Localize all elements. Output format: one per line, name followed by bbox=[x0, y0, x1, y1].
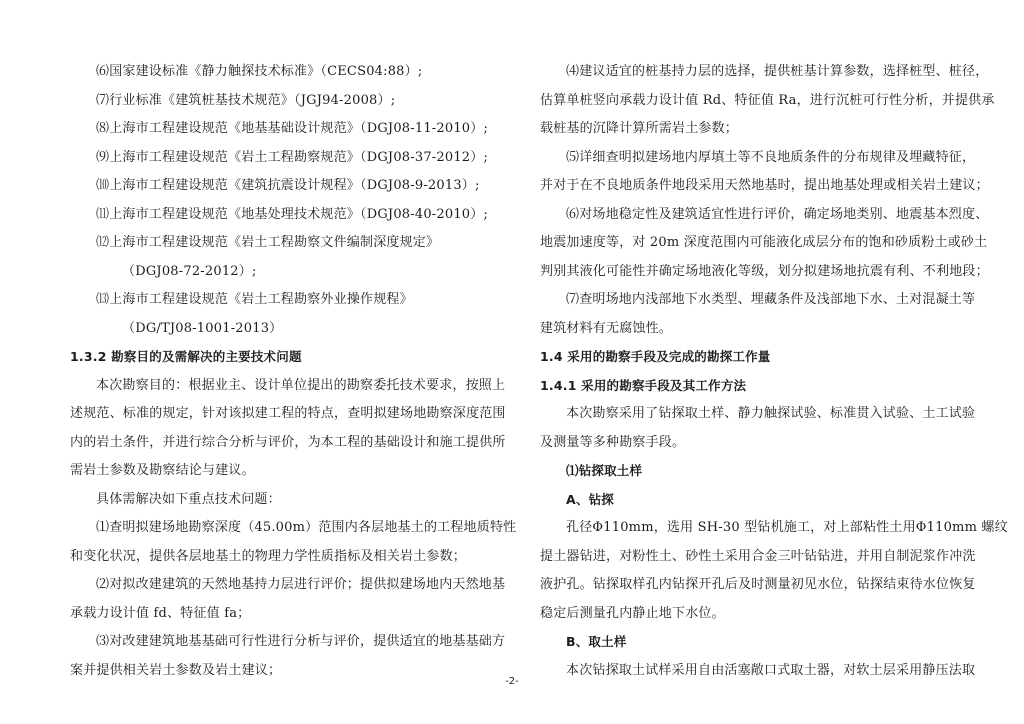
subsection-heading: 1.4.1 采用的勘察手段及其工作方法 bbox=[540, 377, 747, 393]
paragraph-line: 需岩土参数及勘察结论与建议。 bbox=[70, 463, 255, 478]
paragraph-line: 本次勘察采用了钻探取土样、静力触探试验、标准贯入试验、土工试验 bbox=[566, 406, 976, 421]
left-column bbox=[70, 58, 517, 685]
paragraph-line: ⑴查明拟建场地勘察深度（45.00m）范围内各层地基土的工程地质特性 bbox=[96, 520, 517, 535]
paragraph-line: 地震加速度等，对 20m 深度范围内可能液化成层分布的饱和砂质粉土或砂土 bbox=[540, 235, 988, 250]
list-item: ⑾上海市工程建设规范《地基处理技术规范》（DGJ08-40-2010）; bbox=[96, 206, 489, 222]
paragraph-line: 内的岩土条件，并进行综合分析与评价，为本工程的基础设计和施工提供所 bbox=[70, 434, 506, 450]
paragraph-line: 承载力设计值 fd、特征值 fa； bbox=[70, 605, 251, 621]
list-item: ⑻上海市工程建设规范《地基基础设计规范》（DGJ08-11-2010）; bbox=[96, 121, 489, 136]
paragraph-line: 稳定后测量孔内静止地下水位。 bbox=[540, 605, 725, 621]
section-heading: 1.4 采用的勘察手段及完成的勘探工作量 bbox=[540, 349, 771, 364]
item-heading: B、取土样 bbox=[566, 634, 627, 649]
paragraph-line: 具体需解决如下重点技术问题： bbox=[96, 491, 281, 507]
list-item-continuation: （DG/TJ08-1001-2013） bbox=[122, 320, 283, 336]
paragraph-line: 述规范、标准的规定，针对该拟建工程的特点，查明拟建场地勘察深度范围 bbox=[70, 406, 506, 421]
list-item: ⑿上海市工程建设规范《岩土工程勘察文件编制深度规定》 bbox=[96, 235, 440, 250]
paragraph-line: 和变化状况，提供各层地基土的物理力学性质指标及相关岩土参数； bbox=[70, 548, 467, 564]
paragraph-line: 估算单桩竖向承载力设计值 Rd、特征值 Ra，进行沉桩可行性分析，并提供承 bbox=[540, 92, 995, 108]
paragraph-line: 本次钻探取土试样采用自由活塞敞口式取土器，对软土层采用静压法取 bbox=[566, 662, 976, 678]
item-heading: ⑴钻探取土样 bbox=[566, 463, 643, 478]
paragraph-line: 提土器钻进，对粉性土、砂性土采用合金三叶钻钻进，并用自制泥浆作冲洗 bbox=[540, 548, 976, 564]
list-item: ⒀上海市工程建设规范《岩土工程勘察外业操作规程》 bbox=[96, 292, 413, 307]
paragraph-line: ⑹对场地稳定性及建筑适宜性进行评价，确定场地类别、地震基本烈度、 bbox=[566, 206, 989, 222]
item-heading: A、钻探 bbox=[566, 491, 614, 507]
list-item-continuation: （DGJ08-72-2012）; bbox=[122, 263, 257, 279]
paragraph-line: 孔径Φ110mm，选用 SH-30 型钻机施工，对上部粘性土用Φ110mm 螺纹 bbox=[566, 520, 1008, 535]
section-heading: 1.3.2 勘察目的及需解决的主要技术问题 bbox=[70, 349, 302, 364]
paragraph-line: 案并提供相关岩土参数及岩土建议； bbox=[70, 662, 282, 678]
list-item: ⑹国家建设标准《静力触探技术标准》（CECS04:88）; bbox=[96, 64, 423, 79]
list-item: ⑼上海市工程建设规范《岩土工程勘察规范》（DGJ08-37-2012）; bbox=[96, 149, 489, 165]
page-number: -2- bbox=[505, 676, 519, 687]
paragraph-line: ⑺查明场地内浅部地下水类型、埋藏条件及浅部地下水、土对混凝土等 bbox=[566, 292, 976, 307]
paragraph-line: 本次勘察目的：根据业主、设计单位提出的勘察委托技术要求，按照上 bbox=[96, 377, 506, 393]
paragraph-line: 判别其液化可能性并确定场地液化等级，划分拟建场地抗震有利、不利地段； bbox=[540, 263, 989, 279]
right-column bbox=[540, 58, 1008, 685]
paragraph-line: 建筑材料有无腐蚀性。 bbox=[540, 320, 673, 336]
paragraph-line: 并对于在不良地质条件地段采用天然地基时，提出地基处理或相关岩土建议； bbox=[540, 178, 989, 193]
list-item: ⑽上海市工程建设规范《建筑抗震设计规程》（DGJ08-9-2013）; bbox=[96, 178, 480, 193]
paragraph-line: ⑸详细查明拟建场地内厚填土等不良地质条件的分布规律及埋藏特征， bbox=[566, 149, 976, 165]
paragraph-line: 液护孔。钻探取样孔内钻探开孔后及时测量初见水位，钻探结束待水位恢复 bbox=[540, 577, 976, 592]
list-item: ⑺行业标准《建筑桩基技术规范》（JGJ94-2008）; bbox=[96, 92, 396, 108]
paragraph-line: ⑵对拟改建建筑的天然地基持力层进行评价；提供拟建场地内天然地基 bbox=[96, 577, 506, 592]
paragraph-line: 及测量等多种勘察手段。 bbox=[540, 434, 686, 450]
paragraph-line: ⑷建议适宜的桩基持力层的选择，提供桩基计算参数，选择桩型、桩径， bbox=[566, 64, 989, 79]
paragraph-line: 载桩基的沉降计算所需岩土参数； bbox=[540, 121, 739, 136]
paragraph-line: ⑶对改建建筑地基基础可行性进行分析与评价，提供适宜的地基基础方 bbox=[96, 634, 506, 649]
